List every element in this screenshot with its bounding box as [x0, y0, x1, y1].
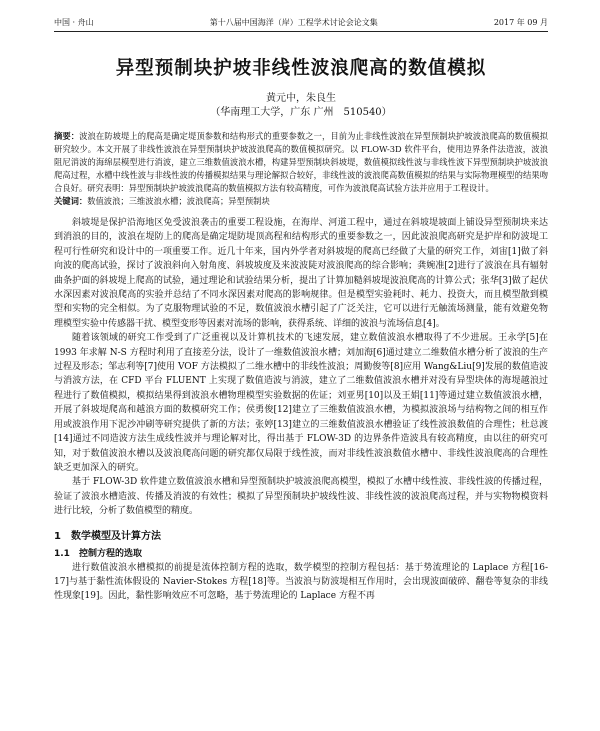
paper-body	[54, 216, 548, 604]
subsection-heading: 1.1 控制方程的选取	[54, 548, 142, 559]
paper-affiliation: （华南理工大学，广东 广州 510540）	[210, 107, 392, 118]
section-heading: 1 数学模型及计算方法	[54, 530, 161, 542]
body-paragraph: 斜坡堤是保护沿海地区免受波浪袭击的重要工程设施，在海岸、河道工程中，通过在斜坡堤坡面上铺设异型预制块来达到消浪的目的，波浪在堤防上的爬高是确定堤防堤顶高程和结构形式的重要参数之一，因此波浪爬高研究是护岸和防波堤工程可行性研究和设计中的一项重要工作。近几十年来，国内外学者对斜坡堤的爬高已经做了大量的研究工作，刘宙[1]做了斜向波的爬高试验，探讨了波浪斜向入射角度、斜坡坡度及来波波陡对波浪爬高的综合影响；龚婉准[2]进行了波浪在具有辐射曲条护面的斜坡堤上爬高的试验，通过理论和试验结果分析，提出了计算加糙斜坡堤波浪爬高的计算公式；张华[3]做了起伏水深因素对波浪爬高的实验并总结了不同水深因素对爬高的影响规律。但是模型实验耗时、耗力、投资大，而且模型散到模型和实物的完全相似。为了克服物理试验的不足，数值波浪水槽引起了广泛关注，它可以进行无触流场测量，能有效避免物理模型实验中传感器干扰、模型变形等因素对流场的影响，获得系统、详细的波浪与流场信息[4]。	[54, 218, 548, 329]
abstract	[54, 130, 548, 195]
paper-authors: 黄元中，朱良生	[266, 93, 336, 104]
header-proceedings: 第十八届中国海洋（岸）工程学术讨论会论文集	[209, 18, 378, 27]
abstract-label: 摘要：	[54, 131, 80, 141]
body-paragraph: 进行数值波浪水槽模拟的前提是流体控制方程的选取，数学模型的控制方程包括：基于势流理论的 Laplace 方程[16-17]与基于黏性流体假设的 Navier-Stokes 方程[18]等。当波浪与防波堤相互作用时，会出现波面破碎、翻卷等复杂的非线性现象[19]。因此，黏性影响效应不可忽略，基于势流理论的 Laplace 方程不再	[54, 562, 548, 602]
running-header	[54, 6, 548, 32]
paper-page	[0, 6, 600, 731]
keywords-label: 关键词：	[54, 196, 88, 206]
header-date: 2017 年 09 月	[493, 18, 548, 27]
paper-title: 异型预制块护坡非线性波浪爬高的数值模拟	[115, 58, 487, 79]
abstract-text: 波浪在防坡堤上的爬高是确定堤顶参数和结构形式的重要参数之一，目前为止非线性波浪在异型预制块护坡波浪爬高的数值模拟研究较少。本文开展了非线性波浪在异型预制块护坡波浪爬高的数值模拟研究。以 FLOW-3D 软件平台，使用边界条件法造波，波浪阻尼消波的海绵层模型进行消波，建立三维数值波浪水槽，构建异型预制块斜坡堤，数值模拟线性波与非线性波下异型预制块护坡波浪爬高过程，水槽中线性波与非线性波的传播模拟结果与理论解拟合较好，非线性波的波浪爬高数值模拟的结果与实际物理模型的结果吻合良好。研究表明：异型预制块护坡波浪爬高的数值模拟方法有较高精度，可作为波浪爬高试验方法并应用于工程设计。	[54, 131, 548, 193]
header-location: 中国 · 舟山	[54, 18, 94, 27]
body-paragraph: 基于 FLOW-3D 软件建立数值波浪水槽和异型预制块护坡波浪爬高模型，模拟了水槽中线性波、非线性波的传播过程，验证了波浪水槽造波、传播及消波的有效性；模拟了异型预制块护坡线性波、非线性波的波浪爬高过程，并与实物物模资料进行比较，分析了数值模型的精度。	[54, 477, 548, 517]
keywords-text: 数值波浪；三维波浪水槽；波浪爬高；异型预制块	[87, 196, 270, 206]
body-paragraph: 随着该领域的研究工作受到了广泛重视以及计算机技术的飞速发展，建立数值波浪水槽取得了不少进展。王永学[5]在 1993 年求解 N-S 方程时利用了直接差分法，设计了一维数值波浪水槽；刘加海[6]通过建立二维数值水槽分析了波浪的生产过程及形态；邹志利等[7]使用 VOF 方法模拟了二维水槽中的非线性波浪；周勤俊等[8]应用 Wang&Liu[9]发展的数值造波与消波方法，在 CFD 平台 FLUENT 上实现了数值造波与消波，建立了二维数值波浪水槽并对没有异型块体的海堤越浪过程进行了数值模拟，模拟结果得到波浪水槽物理模型实验数据的佐证；刘亚男[10]以及王娟[11]等通过建立数值波浪水槽，开展了斜坡堤爬高和越浪方面的数模研究工作；侯勇俊[12]建立了三维数值波浪水槽，为模拟波浪场与结构物之间的相互作用或波浪作用下泥沙冲刷等研究提供了新的方法；张婷[13]建立的三维数值波浪水槽验证了线性波浪数值的合理性；杜总渡[14]通过不同造波方法生成线性波并与理论解对比，得出基于 FLOW-3D 的边界条件造波具有较高精度，由以往的研究可知，对于数值波浪水槽以及波浪爬高问题的研究都仅局限于线性波，而对非线性波浪数值水槽中、非线性波浪爬高的合理性缺乏更加深入的研究。	[54, 333, 548, 473]
keywords	[54, 195, 548, 208]
